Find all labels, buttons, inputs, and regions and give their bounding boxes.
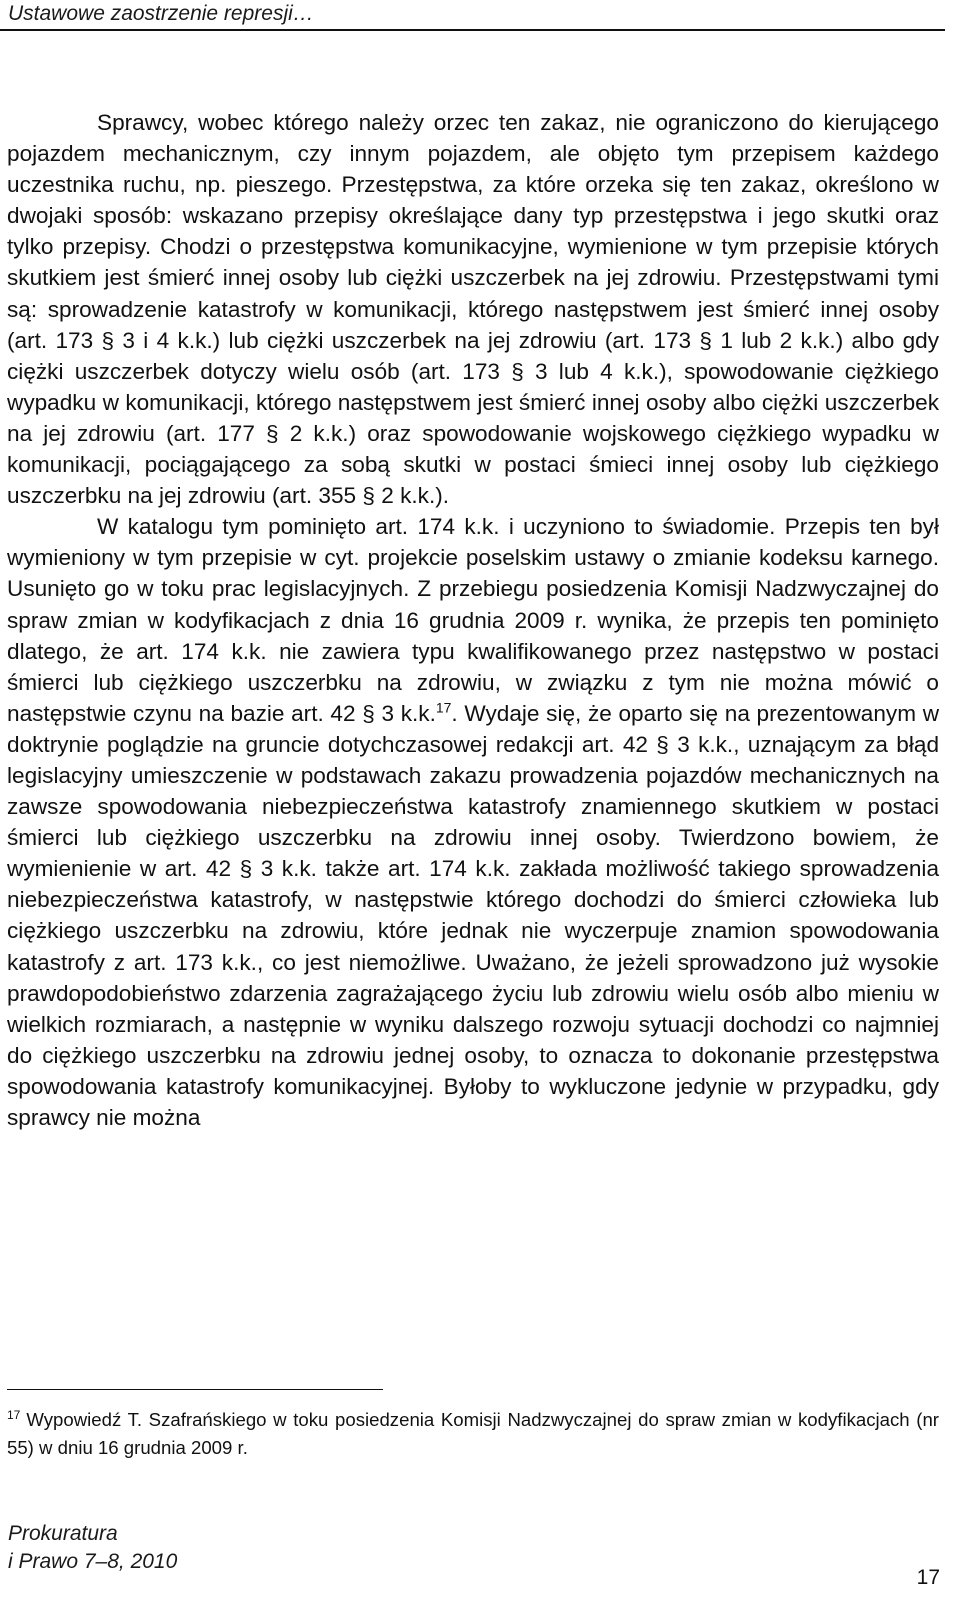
paragraph-2-text: 3 k.k. <box>381 700 436 726</box>
paragraph-2-text: W katalogu tym pominięto art. 174 k.k. i uczyniono to świadomie. Przepis ten był wymieniony w tym przepisie w cyt. projekcie poselskim ustawy o zmianie kodeksu karnego. Usunięto go w toku prac legislacyjnych. Z przebiegu posiedzenia Komisji Nadzwyczajnej do spraw zmian w kodyfikacjach z dnia 16 grudnia 2009 r. wynika, że przepis ten pominięto dlatego, że art. 174 k.k. nie zawiera typu kwalifikowanego przez następstwo w postaci śmierci lub ciężkiego uszczerbku na zdrowiu, w związku z tym nie można mówić o następstwie czynu na bazie art. 42 <box>7 514 939 726</box>
paragraph-2-text: 3 k.k. także art. 174 k.k. zakłada możliwość takiego sprowadzenia niebezpieczeństwa katastrofy, w następstwie którego dochodzi do śmierci człowieka lub ciężkiego uszczerbku na zdrowiu, które jednak nie wyczerpuje znamion spowodowania katastrofy z art. 173 k.k., co jest niemożliwe. Uważano, że jeżeli sprowadzono już wysokie prawdopodobieństwo zdarzenia zagrażającego życiu lub zdrowiu wielu osób albo mieniu w wielkich rozmiarach, a następnie w wyniku dalszego rozwoju sytuacji dochodzi co najmniej do ciężkiego uszczerbku na zdrowiu jednej osoby, to oznacza to dokonanie przestępstwa spowodowania katastrofy komunikacyjnej. Byłoby to wykluczone jedynie w przypadku, gdy sprawcy nie można <box>7 856 940 1130</box>
paragraph-1-text: 1 lub 2 k.k.) albo gdy ciężki uszczerbek dotyczy wielu osób (art. 173 <box>7 327 940 384</box>
paragraph-1-text: 2 k.k.) oraz spowodowanie wojskowego ciężkiego wypadku w komunikacji, pociągającego za sobą skutki w postaci śmieci innej osoby lub ciężkiego uszczerbku na jej zdrowiu (art. 355 <box>7 420 939 509</box>
section-sign: § <box>699 327 712 353</box>
paragraph-1 <box>7 107 939 511</box>
paragraph-2 <box>7 511 939 1133</box>
section-sign: § <box>266 420 279 446</box>
footnote-text: Wypowiedź T. Szafrańskiego w toku posiedzenia Komisji Nadzwyczajnej do spraw zmian w kodyfikacjach (nr 55) w dniu 16 grudnia 2009 r. <box>7 1409 939 1458</box>
footnote-reference[interactable]: 17 <box>435 699 452 716</box>
journal-name <box>8 1520 177 1576</box>
footnote-17 <box>7 1406 939 1461</box>
section-sign: § <box>656 731 669 757</box>
paragraph-2-text: . Wydaje się, że oparto się na prezentowanym w doktrynie poglądzie na gruncie dotychczasowej redakcji art. 42 <box>7 700 940 757</box>
page-number: 17 <box>916 1566 940 1589</box>
body-text <box>7 107 939 1133</box>
section-sign: § <box>511 358 524 384</box>
header-rule <box>0 29 945 31</box>
running-header: Ustawowe zaostrzenie represji… <box>8 2 314 25</box>
paragraph-1-text: 3 i 4 k.k.) lub ciężki uszczerbek na jej zdrowiu (art. 173 <box>122 327 692 353</box>
paragraph-1-text: 3 lub 4 k.k.), spowodowanie ciężkiego wypadku w komunikacji, którego następstwem jest śmierć innej osoby albo ciężki uszczerbek na jej zdrowiu (art. 177 <box>7 358 939 446</box>
footnote-rule <box>7 1389 383 1390</box>
section-sign: § <box>101 327 115 353</box>
section-sign: § <box>362 700 375 726</box>
section-sign: § <box>362 483 375 509</box>
footnote-number: 17 <box>7 1407 21 1422</box>
paragraph-1-text: Sprawcy, wobec którego należy orzec ten zakaz, nie ograniczono do kierującego pojazdem mechanicznym, czy innym pojazdem, ale objęto tym przepisem każdego uczestnika ruchu, np. pieszego. Przestępstwa, za które orzeka się ten zakaz, określono w dwojaki sposób: wskazano przepisy określające dany typ przestępstwa i jego skutki oraz tylko przepisy. Chodzi o przestępstwa komunikacyjne, wymienione w tym przepisie których skutkiem jest śmierć innej osoby lub ciężki uszczerbek na jej zdrowiu. Przestępstwami tymi są: sprowadzenie katastrofy w komunikacji, którego następstwem jest śmierć innej osoby (art. 173 <box>7 110 939 353</box>
journal-name-line1: Prokuratura <box>8 1522 118 1545</box>
journal-issue-line: i Prawo 7–8, 2010 <box>8 1550 178 1573</box>
paragraph-2-text: 3 k.k., uznającym za błąd legislacyjny umieszczenie w podstawach zakazu prowadzenia pojazdów mechanicznych na zawsze spowodowania niebezpieczeństwa katastrofy znamiennego skutkiem w postaci śmierci lub ciężkiego uszczerbku na zdrowiu innej osoby. Twierdzono bowiem, że wymienienie w art. 42 <box>7 731 940 882</box>
section-sign: § <box>239 856 253 882</box>
paragraph-1-text: 2 k.k.). <box>381 483 450 509</box>
